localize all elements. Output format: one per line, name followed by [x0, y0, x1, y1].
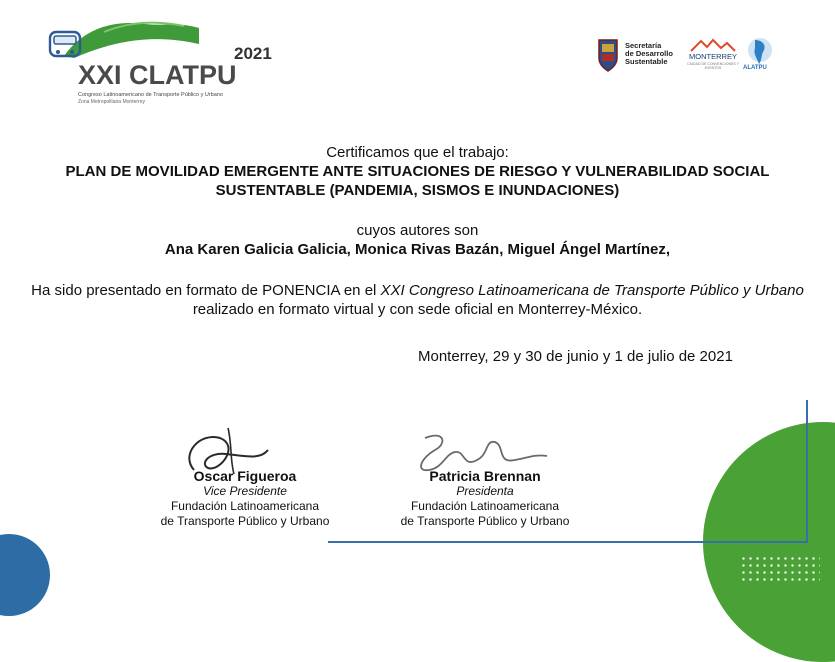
- signer-org-line-1: Fundación Latinoamericana: [410, 499, 560, 513]
- work-title-line-2: SUSTENTABLE (PANDEMIA, SISMOS E INUNDACIONES): [215, 182, 620, 199]
- signer-name: Oscar Figueroa: [193, 468, 297, 484]
- decorative-dot-grid: [740, 555, 820, 581]
- handwritten-signature: [150, 424, 340, 474]
- state-shield-icon: [597, 38, 619, 72]
- signer-role: Vice Presidente: [203, 484, 287, 498]
- logo-name: XXI CLATPU: [78, 60, 237, 90]
- signer-name: Patricia Brennan: [429, 468, 541, 484]
- partner-logos: [597, 36, 787, 84]
- alatpu-logo: ALATPU: [743, 36, 777, 76]
- event-name: XXI Congreso Latinoamericana de Transporte Público y Urbano: [380, 282, 804, 299]
- signer-role: Presidenta: [456, 484, 514, 498]
- signer-org-line-2: de Transporte Público y Urbano: [160, 514, 330, 528]
- work-title-line-1: PLAN DE MOVILIDAD EMERGENTE ANTE SITUACIONES DE RIESGO Y VULNERABILIDAD SOCIAL: [65, 163, 770, 180]
- decorative-vertical-line: [806, 400, 808, 543]
- monterrey-mountain-icon: [685, 38, 741, 52]
- signature-block-vice-president: [150, 424, 340, 529]
- decorative-horizontal-line: [328, 541, 808, 543]
- sds-logo-text: Secretaría de Desarrollo Sustentable: [625, 41, 673, 66]
- signature-block-president: [385, 424, 585, 529]
- logo-subtitle: Congreso Latinoamericano de Transporte Público y Urbano: [78, 92, 223, 98]
- logo-year: 2021: [234, 44, 272, 63]
- clatpu-logo: [44, 14, 272, 105]
- authors-list: Ana Karen Galicia Galicia, Monica Rivas Bazán, Miguel Ángel Martínez,: [164, 241, 671, 258]
- certificate-intro: Certificamos que el trabajo:: [326, 144, 509, 161]
- alatpu-map-icon: [743, 36, 777, 66]
- signer-org-line-1: Fundación Latinoamericana: [170, 499, 320, 513]
- handwritten-signature: [385, 424, 585, 474]
- signer-org-line-2: de Transporte Público y Urbano: [400, 514, 570, 528]
- monterrey-logo: MONTERREY CIUDAD DE CONVENCIONES Y EVENTOS: [685, 38, 741, 74]
- presentation-paragraph: Ha sido presentado en formato de PONENCIA en el XXI Congreso Latinoamericana de Transporte Público y Urbano realizado en formato virtual y con sede oficial en Monterrey-México.: [31, 282, 804, 318]
- place-and-date: Monterrey, 29 y 30 de junio y 1 de julio de 2021: [418, 348, 733, 365]
- authors-intro: cuyos autores son: [356, 222, 479, 239]
- logo-subtitle-zone: Zona Metropolitana Monterrey: [78, 99, 145, 105]
- decorative-blue-circle: [0, 534, 50, 616]
